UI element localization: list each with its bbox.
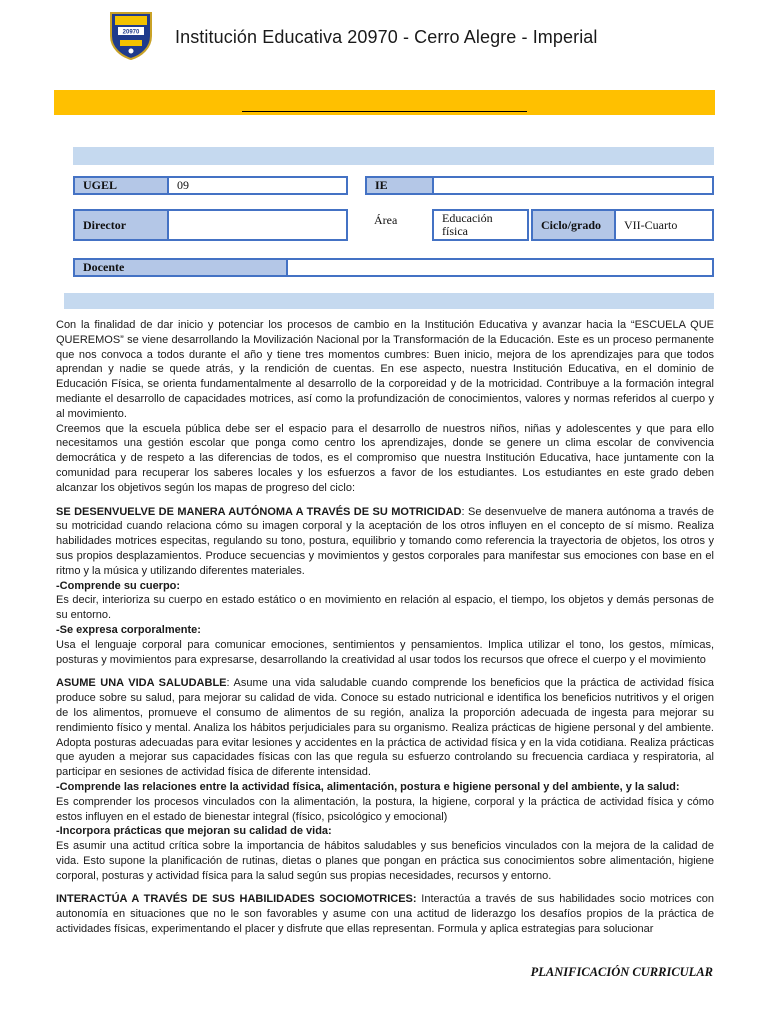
competencia-3	[56, 892, 714, 936]
intro-paragraph-2: Creemos que la escuela pública debe ser el espacio para el desarrollo de nuestros niños, niñas y adolescentes y que para ello necesitamos una gestión escolar que ponga como centro los aprendizajes, donde se genere un clima escolar de convivencia democrática y de respeto a las diferencias de todos, es el compromiso que nuestra Institución Educativa, hace juntamente con la comunidad para recuperar los saberes locales y los esfuerzos a favor de los estudiantes. Los estudiantes en este grado deben alcanzar los objetivos según los mapas de progreso del ciclo:	[56, 422, 714, 494]
director-label: Director	[73, 209, 169, 241]
capacidad-1-1-text: Es decir, interioriza su cuerpo en estado estático o en movimiento en relación al espacio, el tiempo, los objetos y demás personas de su entorno.	[56, 594, 714, 622]
school-crest-icon	[108, 10, 154, 60]
capacidad-2-1-heading: -Comprende las relaciones entre la actividad física, alimentación, postura e higiene personal y del ambiente, y la salud:	[56, 780, 680, 793]
logo-number: 20970	[122, 29, 140, 36]
competencia-1	[56, 505, 714, 579]
document-body	[56, 318, 714, 937]
competencia-1-title: SE DESENVUELVE DE MANERA AUTÓNOMA A TRAVÉS DE SU MOTRICIDAD	[56, 505, 462, 518]
capacidad-1-1-title	[56, 579, 714, 594]
info-band-top	[73, 147, 714, 165]
capacidad-2-2-text: Es asumir una actitud crítica sobre la importancia de hábitos saludables y sus beneficios vinculados con la mejora de la calidad de vida. Esto supone la planificación de rutinas, dietas o planes que pongan en práctica sus conocimientos sobre alimentación, higiene corporal, posturas y actividad física para la salud según sus propias necesidades, recursos y entorno.	[56, 840, 714, 882]
competencia-2	[56, 676, 714, 780]
school-name: Institución Educativa 20970 - Cerro Alegre - Imperial	[175, 27, 598, 47]
area-label: Área	[366, 209, 432, 241]
capacidad-1-2-text: Usa el lenguaje corporal para comunicar emociones, sentimientos y pensamientos. Implica utilizar el tono, los gestos, mímicas, posturas y movimientos para expresarse, desarrollando la creatividad al usar todos los recursos que ofrece el cuerpo y el movimiento	[56, 638, 714, 666]
info-band-bottom	[64, 293, 714, 309]
capacidad-2-2-title	[56, 824, 714, 839]
competencia-3-text: Interactúa a través de sus habilidades socio motrices con autonomía en situaciones que no le son favorables y asume con una actitud de liderazgo los desafíos propios de la práctica de actividades físicas, experimentando el placer y disfrute que ellas representan. Formula y aplica estrategias para solucionar	[56, 893, 714, 936]
intro-paragraph-1: Con la finalidad de dar inicio y potenciar los procesos de cambio en la Institución Educativa y avanzar hacia la “ESCUELA QUE QUEREMOS” se viene desarrollando la Movilización Nacional por la Transformación de la Educación. Este es un proceso permanente que nos convoca a todos durante el año y tiene tres momentos cumbres: Buen inicio, mejora de los aprendizajes para que todos aprendan y nadie se quede atrás, y la rendición de cuentas. En ese aspecto, nuestra Institución Educativa, en el dominio de Educación Física, se orienta fundamentalmente al desarrollo de la corporeidad y de la motricidad. Contribuye a la formación integral mediante el desarrollo de capacidades motrices, así como la profundización de conocimientos, valores y normas referidos al cuerpo y al movimiento.	[56, 319, 714, 420]
capacidad-2-1-text: Es comprender los procesos vinculados con la alimentación, la postura, la higiene, corporal y la práctica de actividad física y cómo estos influyen en el estado de bienestar integral (físico, psicológico y emocional)	[56, 795, 714, 823]
capacidad-1-2-title	[56, 623, 714, 638]
page-header	[0, 0, 768, 80]
ie-label: IE	[365, 176, 434, 195]
capacidad-1-1-heading: -Comprende su cuerpo:	[56, 579, 181, 592]
competencia-1-text: : Se desenvuelve de manera autónoma a través de su motricidad cuando relaciona cómo su imagen corporal y la aceptación de los otros influyen en el concepto de sí mismo. Realiza habilidades motrices especitas, regulando su tono, postura, equilibrio y tomando como referencia la trayectoria de objetos, los otros y sus propios desplazamientos. Produce secuencias y movimientos y gestos corporales para manifestar sus emociones con base en el ritmo y la música y utilizando diferentes materiales.	[56, 505, 715, 577]
ciclo-label: Ciclo/grado	[531, 209, 616, 241]
ugel-label: UGEL	[73, 176, 169, 195]
capacidad-2-1-title	[56, 780, 714, 795]
title-bar	[54, 90, 715, 115]
footer-title: PLANIFICACIÓN CURRICULAR	[530, 965, 713, 979]
ciclo-field[interactable]: VII-Cuarto	[614, 209, 714, 241]
area-field[interactable]: Educación física	[432, 209, 529, 241]
capacidad-2-2-heading: -Incorpora prácticas que mejoran su calidad de vida:	[56, 825, 332, 838]
title-underline	[242, 111, 527, 112]
competencia-3-title: INTERACTÚA A TRAVÉS DE SUS HABILIDADES SOCIOMOTRICES:	[56, 893, 417, 906]
ie-field[interactable]	[432, 176, 714, 195]
ugel-field[interactable]: 09	[167, 176, 348, 195]
competencia-2-text: : Asume una vida saludable cuando comprende los beneficios que la práctica de actividad física produce sobre su salud, para mejorar su calidad de vida. Conoce su estado nutricional e identifica los beneficios nutritivos y el origen de los alimentos, promueve el consumo de alimentos de su región, analiza la proporción adecuada de ingesta para mejorar su rendimiento físico y mental. Analiza los hábitos perjudiciales para su organismo. Realiza prácticas de higiene personal y del ambiente. Adopta posturas adecuadas para evitar lesiones y accidentes en la práctica de actividad física y en la vida cotidiana. Realiza prácticas que ayuden a mejorar sus capacidades físicas con las que regula su esfuerzo controlando su frecuencia cardiaca y respiratoria, al participar en sesiones de actividad física de diferente intensidad.	[56, 677, 714, 779]
docente-label: Docente	[73, 258, 288, 277]
docente-field[interactable]	[286, 258, 714, 277]
capacidad-1-2-heading: -Se expresa corporalmente:	[56, 623, 201, 636]
director-field[interactable]	[167, 209, 348, 241]
competencia-2-title: ASUME UNA VIDA SALUDABLE	[56, 677, 227, 690]
